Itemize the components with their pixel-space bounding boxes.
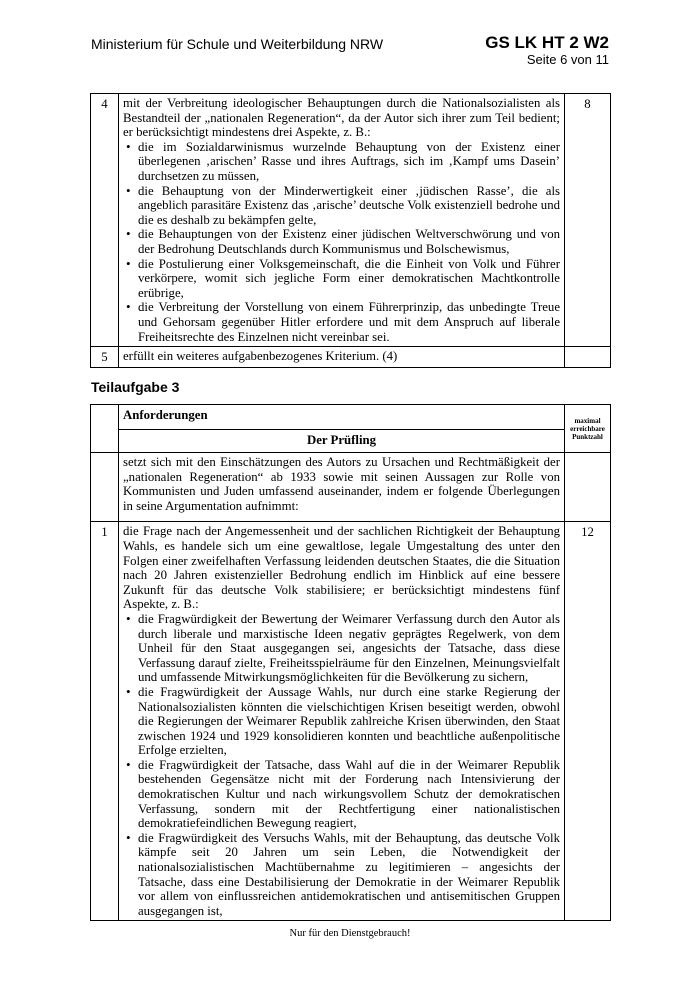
criterion-intro: mit der Verbreitung ideologischer Behauptungen durch die Nationalsozialisten als Bestandteil der „nationalen Regeneration“, da der Autor sich ihrer zum Teil bedient; er berücksichtigt mindestens drei Aspekte, z. B.:	[123, 96, 560, 140]
criterion-bullets	[123, 140, 560, 344]
section-title: Teilaufgabe 3	[91, 379, 180, 395]
intro-text	[119, 453, 565, 522]
empty-cell	[565, 453, 611, 522]
criterion-text: erfüllt ein weiteres aufgabenbezogenes Kriterium. (4)	[119, 347, 565, 368]
criterion-bullets	[123, 612, 560, 918]
requirements-header: Anforderungen	[119, 405, 565, 430]
criterion-text	[119, 522, 565, 921]
list-item: • die Behauptungen von der Existenz einer jüdischen Weltverschwörung und von der Bedrohung Deutschlands durch Kommunismus und Bolschewismus,	[138, 227, 560, 256]
table-header-row	[91, 405, 611, 430]
list-item: • die Fragwürdigkeit der Bewertung der Weimarer Verfassung durch den Autor als durch liberale und marxistische Ideen negativ geprägtes Regelwerk, von dem Unheil für den Staat ausgegangen sei, angesichts der Tatsache, dass diese Verfassung darauf zielte, Freiheitsspielräume für den Einzelnen, Meinungsvielfalt und umfassende Mitwirkungsmöglichkeiten für die Bevölkerung zu sichern,	[138, 612, 560, 685]
intro-paragraph: setzt sich mit den Einschätzungen des Autors zu Ursachen und Rechtmäßigkeit der „nationalen Regeneration“ ab 1933 sowie mit seinen Aussagen zur Rolle von Kommunisten und Juden umfassend auseinander, indem er folgende Überlegungen in seine Argumentation aufnimmt:	[123, 455, 560, 513]
list-item: • die Behauptung von der Minderwertigkeit einer ‚jüdischen Rasse’, die als angeblich parasitäre Existenz das ‚arische’ deutsche Volk existenziell bedrohe und die es deshalb zu bekämpfen gelte,	[138, 184, 560, 228]
row-number: 4	[91, 94, 119, 347]
points-cell: 8	[565, 94, 611, 347]
list-item: • die im Sozialdarwinismus wurzelnde Behauptung von der Existenz einer überlegenen ‚arischen’ Rasse und ihres Auftrags, sich im ‚Kampf ums Dasein’ durchsetzen zu müssen,	[138, 140, 560, 184]
list-item: • die Verbreitung der Vorstellung von einem Führerprinzip, das unbedingte Treue und Gehorsam gegenüber Hitler erfordere und mit dem Anspruch auf liberale Freiheitsrechte des Einzelnen nicht vereinbar sei.	[138, 300, 560, 344]
criterion-intro: die Frage nach der Angemessenheit und der sachlichen Richtigkeit der Behauptung Wahls, es handele sich um eine gewaltlose, legale Umgestaltung des unter den Folgen einer zweifelhaften Verfassung leidenden deutschen Staates, die die Situation nach 20 Jahren existenzieller Bedrohung endlich im Hinblick auf eine bessere Zukunft für das deutsche Volk stabilisiere; er berücksichtigt mindestens fünf Aspekte, z. B.:	[123, 524, 560, 612]
empty-corner-cell	[91, 405, 119, 453]
table-row	[91, 94, 611, 347]
ministry-name: Ministerium für Schule und Weiterbildung NRW	[91, 36, 384, 52]
page-number: Seite 6 von 11	[526, 52, 609, 67]
list-item: • die Fragwürdigkeit der Aussage Wahls, nur durch eine starke Regierung der Nationalsozialisten könnten die vielschichtigen Krisen beseitigt werden, obwohl die Regierungen der Weimarer Republik zahlreiche Krisen überwinden, den Staat zwischen 1924 und 1929 konsolidieren konnten und beachtliche außenpolitische Erfolge erzielten,	[138, 685, 560, 758]
list-item: • die Fragwürdigkeit der Tatsache, dass Wahl auf die in der Weimarer Republik bestehenden Gegensätze nicht mit der Forderung nach Intensivierung der demokratischen Kultur und nach wirkungsvollem Schutz der demokratischen Verfassung, sondern mit der Rechtfertigung einer nationalistischen demokratiefeindlichen Bewegung reagiert,	[138, 758, 560, 831]
document-code: GS LK HT 2 W2	[485, 33, 609, 52]
table-row	[91, 522, 611, 921]
table-row	[91, 347, 611, 368]
table-row	[91, 453, 611, 522]
list-item: • die Fragwürdigkeit des Versuchs Wahls, mit der Behauptung, das deutsche Volk kämpfe seit 20 Jahren um sein Leben, die Notwendigkeit der nationalsozialistischen Machtübernahme zu legitimieren – angesichts der Tatsache, dass eine Destabilisierung der Demokratie in der Weimarer Republik vor allem von einflussreichen antidemokratischen und antisemitischen Gruppen ausgegangen ist,	[138, 831, 560, 919]
max-points-header: maximal erreichbare Punktzahl	[565, 405, 611, 453]
criteria-table-part2	[90, 93, 611, 368]
list-item: • die Postulierung einer Volksgemeinschaft, die die Einheit von Volk und Führer verkörpere, womit sich jegliche Form einer demokratischen Machtkontrolle erübrige,	[138, 257, 560, 301]
criteria-table-part3	[90, 404, 611, 921]
points-cell: 12	[565, 522, 611, 921]
table-header-row	[91, 430, 611, 453]
row-number: 5	[91, 347, 119, 368]
footer-note: Nur für den Dienstgebrauch!	[289, 928, 411, 939]
candidate-header: Der Prüfling	[119, 430, 565, 453]
points-cell	[565, 347, 611, 368]
criterion-text	[119, 94, 565, 347]
empty-cell	[91, 453, 119, 522]
row-number: 1	[91, 522, 119, 921]
